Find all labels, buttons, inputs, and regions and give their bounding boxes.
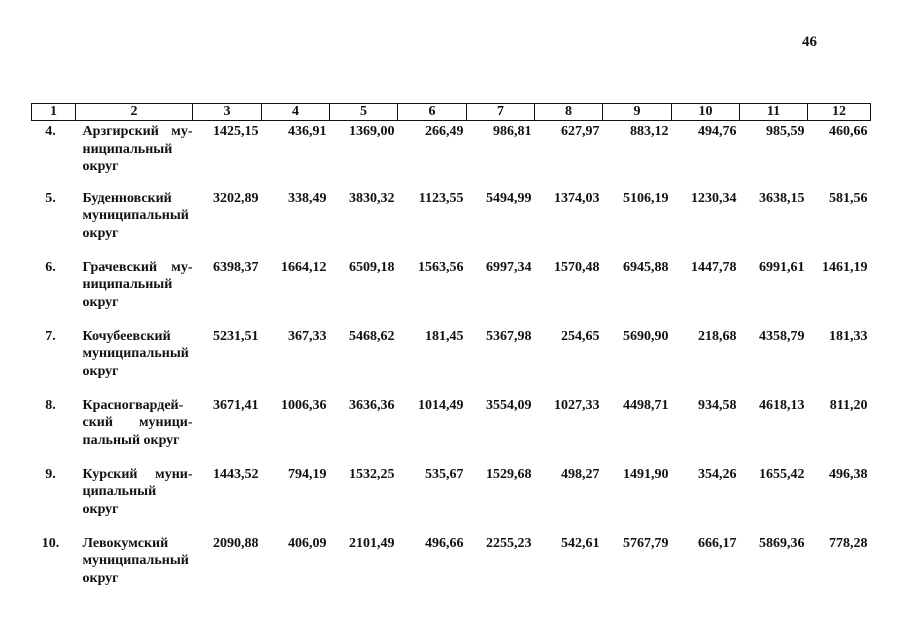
value-cell: 354,26 bbox=[698, 466, 737, 482]
value-cell: 6509,18 bbox=[349, 259, 395, 275]
district-name-line: ниципальный bbox=[82, 277, 173, 292]
column-header: 5 bbox=[330, 104, 398, 121]
table-row bbox=[32, 259, 871, 328]
district-name bbox=[76, 190, 193, 259]
district-name-line: Грачевский му- bbox=[82, 259, 193, 275]
district-name bbox=[76, 121, 193, 190]
table-row bbox=[32, 328, 871, 397]
column-header: 11 bbox=[740, 104, 808, 121]
district-name-line: Кочубеевский bbox=[82, 328, 171, 344]
value-cell: 1123,55 bbox=[418, 190, 464, 206]
row-number: 9. bbox=[45, 466, 56, 482]
value-cell: 2090,88 bbox=[213, 535, 259, 551]
value-cell: 406,09 bbox=[288, 535, 327, 551]
value-cell: 5367,98 bbox=[486, 328, 532, 344]
row-number: 6. bbox=[45, 259, 56, 275]
district-name-line: ципальный bbox=[82, 484, 157, 499]
value-cell: 1443,52 bbox=[213, 466, 259, 482]
column-header: 4 bbox=[262, 104, 330, 121]
value-cell: 3830,32 bbox=[349, 190, 395, 206]
value-cell: 5494,99 bbox=[486, 190, 532, 206]
value-cell: 436,91 bbox=[288, 124, 327, 139]
column-header: 7 bbox=[467, 104, 535, 121]
value-cell: 883,12 bbox=[630, 124, 669, 139]
value-cell: 1563,56 bbox=[418, 259, 464, 275]
value-cell: 181,33 bbox=[829, 328, 868, 344]
column-header: 3 bbox=[193, 104, 262, 121]
value-cell: 1006,36 bbox=[281, 397, 327, 413]
column-header: 8 bbox=[535, 104, 603, 121]
district-name-line: Арзгирский му- bbox=[82, 124, 193, 139]
table-row bbox=[32, 466, 871, 535]
district-name-line: Левокумский bbox=[82, 535, 169, 551]
district-name-line: муниципальный bbox=[82, 553, 189, 568]
value-cell: 1425,15 bbox=[213, 124, 259, 139]
district-name-line: округ bbox=[82, 225, 119, 241]
district-name bbox=[76, 466, 193, 535]
district-name-line: Красногвардей- bbox=[82, 397, 184, 413]
column-header: 6 bbox=[398, 104, 467, 121]
row-number: 4. bbox=[45, 124, 56, 139]
value-cell: 6997,34 bbox=[486, 259, 532, 275]
district-name-line: округ bbox=[82, 159, 119, 174]
district-name-line: ский муници- bbox=[82, 415, 193, 430]
column-header: 2 bbox=[76, 104, 193, 121]
table-row bbox=[32, 535, 871, 604]
district-name-line: Буденновский bbox=[82, 190, 172, 206]
value-cell: 4498,71 bbox=[623, 397, 669, 413]
value-cell: 266,49 bbox=[425, 124, 464, 139]
value-cell: 542,61 bbox=[561, 535, 600, 551]
table-row bbox=[32, 397, 871, 466]
value-cell: 1655,42 bbox=[759, 466, 805, 482]
value-cell: 5767,79 bbox=[623, 535, 669, 551]
value-cell: 1027,33 bbox=[554, 397, 600, 413]
value-cell: 6991,61 bbox=[759, 259, 805, 275]
value-cell: 5869,36 bbox=[759, 535, 805, 551]
value-cell: 794,19 bbox=[288, 466, 327, 482]
district-name bbox=[76, 397, 193, 466]
value-cell: 254,65 bbox=[561, 328, 600, 344]
value-cell: 338,49 bbox=[288, 190, 327, 206]
column-header: 10 bbox=[672, 104, 740, 121]
table-header-row bbox=[32, 104, 871, 121]
value-cell: 1230,34 bbox=[691, 190, 737, 206]
value-cell: 1374,03 bbox=[554, 190, 600, 206]
value-cell: 985,59 bbox=[766, 124, 805, 139]
table-body bbox=[32, 121, 871, 604]
value-cell: 986,81 bbox=[493, 124, 532, 139]
value-cell: 4618,13 bbox=[759, 397, 805, 413]
value-cell: 498,27 bbox=[561, 466, 600, 482]
district-name-line: пальный округ bbox=[82, 432, 180, 448]
row-number: 5. bbox=[45, 190, 56, 206]
value-cell: 3202,89 bbox=[213, 190, 259, 206]
district-name-line: муниципальный bbox=[82, 208, 189, 223]
district-name-line: ниципальный bbox=[82, 141, 173, 157]
value-cell: 4358,79 bbox=[759, 328, 805, 344]
value-cell: 5690,90 bbox=[623, 328, 669, 344]
district-name-line: округ bbox=[82, 501, 119, 517]
value-cell: 5468,62 bbox=[349, 328, 395, 344]
value-cell: 5231,51 bbox=[213, 328, 259, 344]
row-number: 8. bbox=[45, 397, 56, 413]
value-cell: 1014,49 bbox=[418, 397, 464, 413]
value-cell: 460,66 bbox=[829, 124, 868, 139]
value-cell: 1532,25 bbox=[349, 466, 395, 482]
value-cell: 494,76 bbox=[698, 124, 737, 139]
value-cell: 1461,19 bbox=[822, 259, 868, 275]
value-cell: 811,20 bbox=[829, 397, 868, 413]
value-cell: 496,66 bbox=[425, 535, 464, 551]
district-name bbox=[76, 259, 193, 328]
value-cell: 6398,37 bbox=[213, 259, 259, 275]
column-header: 1 bbox=[32, 104, 76, 121]
value-cell: 367,33 bbox=[288, 328, 327, 344]
column-header: 12 bbox=[808, 104, 871, 121]
district-name-line: муниципальный bbox=[82, 346, 189, 361]
value-cell: 3554,09 bbox=[486, 397, 532, 413]
value-cell: 2255,23 bbox=[486, 535, 532, 551]
value-cell: 496,38 bbox=[829, 466, 868, 482]
value-cell: 181,45 bbox=[425, 328, 464, 344]
district-name-line: округ bbox=[82, 294, 119, 310]
value-cell: 666,17 bbox=[698, 535, 737, 551]
district-name-line: округ bbox=[82, 363, 119, 379]
value-cell: 5106,19 bbox=[623, 190, 669, 206]
data-table bbox=[31, 103, 871, 604]
value-cell: 1491,90 bbox=[623, 466, 669, 482]
value-cell: 535,67 bbox=[425, 466, 464, 482]
value-cell: 3638,15 bbox=[759, 190, 805, 206]
value-cell: 6945,88 bbox=[623, 259, 669, 275]
row-number: 10. bbox=[41, 535, 60, 551]
value-cell: 1529,68 bbox=[486, 466, 532, 482]
value-cell: 218,68 bbox=[698, 328, 737, 344]
page-number: 46 bbox=[802, 34, 817, 50]
value-cell: 627,97 bbox=[561, 124, 600, 139]
value-cell: 2101,49 bbox=[349, 535, 395, 551]
row-number: 7. bbox=[45, 328, 56, 344]
value-cell: 1369,00 bbox=[349, 124, 395, 139]
district-name-line: округ bbox=[82, 570, 119, 586]
district-name bbox=[76, 328, 193, 397]
district-name bbox=[76, 535, 193, 604]
value-cell: 1570,48 bbox=[554, 259, 600, 275]
value-cell: 1447,78 bbox=[691, 259, 737, 275]
value-cell: 3671,41 bbox=[213, 397, 259, 413]
value-cell: 934,58 bbox=[698, 397, 737, 413]
table-row bbox=[32, 121, 871, 190]
value-cell: 3636,36 bbox=[349, 397, 395, 413]
value-cell: 1664,12 bbox=[281, 259, 327, 275]
value-cell: 581,56 bbox=[829, 190, 868, 206]
value-cell: 778,28 bbox=[829, 535, 868, 551]
district-name-line: Курский муни- bbox=[82, 466, 193, 482]
table-row bbox=[32, 190, 871, 259]
column-header: 9 bbox=[603, 104, 672, 121]
